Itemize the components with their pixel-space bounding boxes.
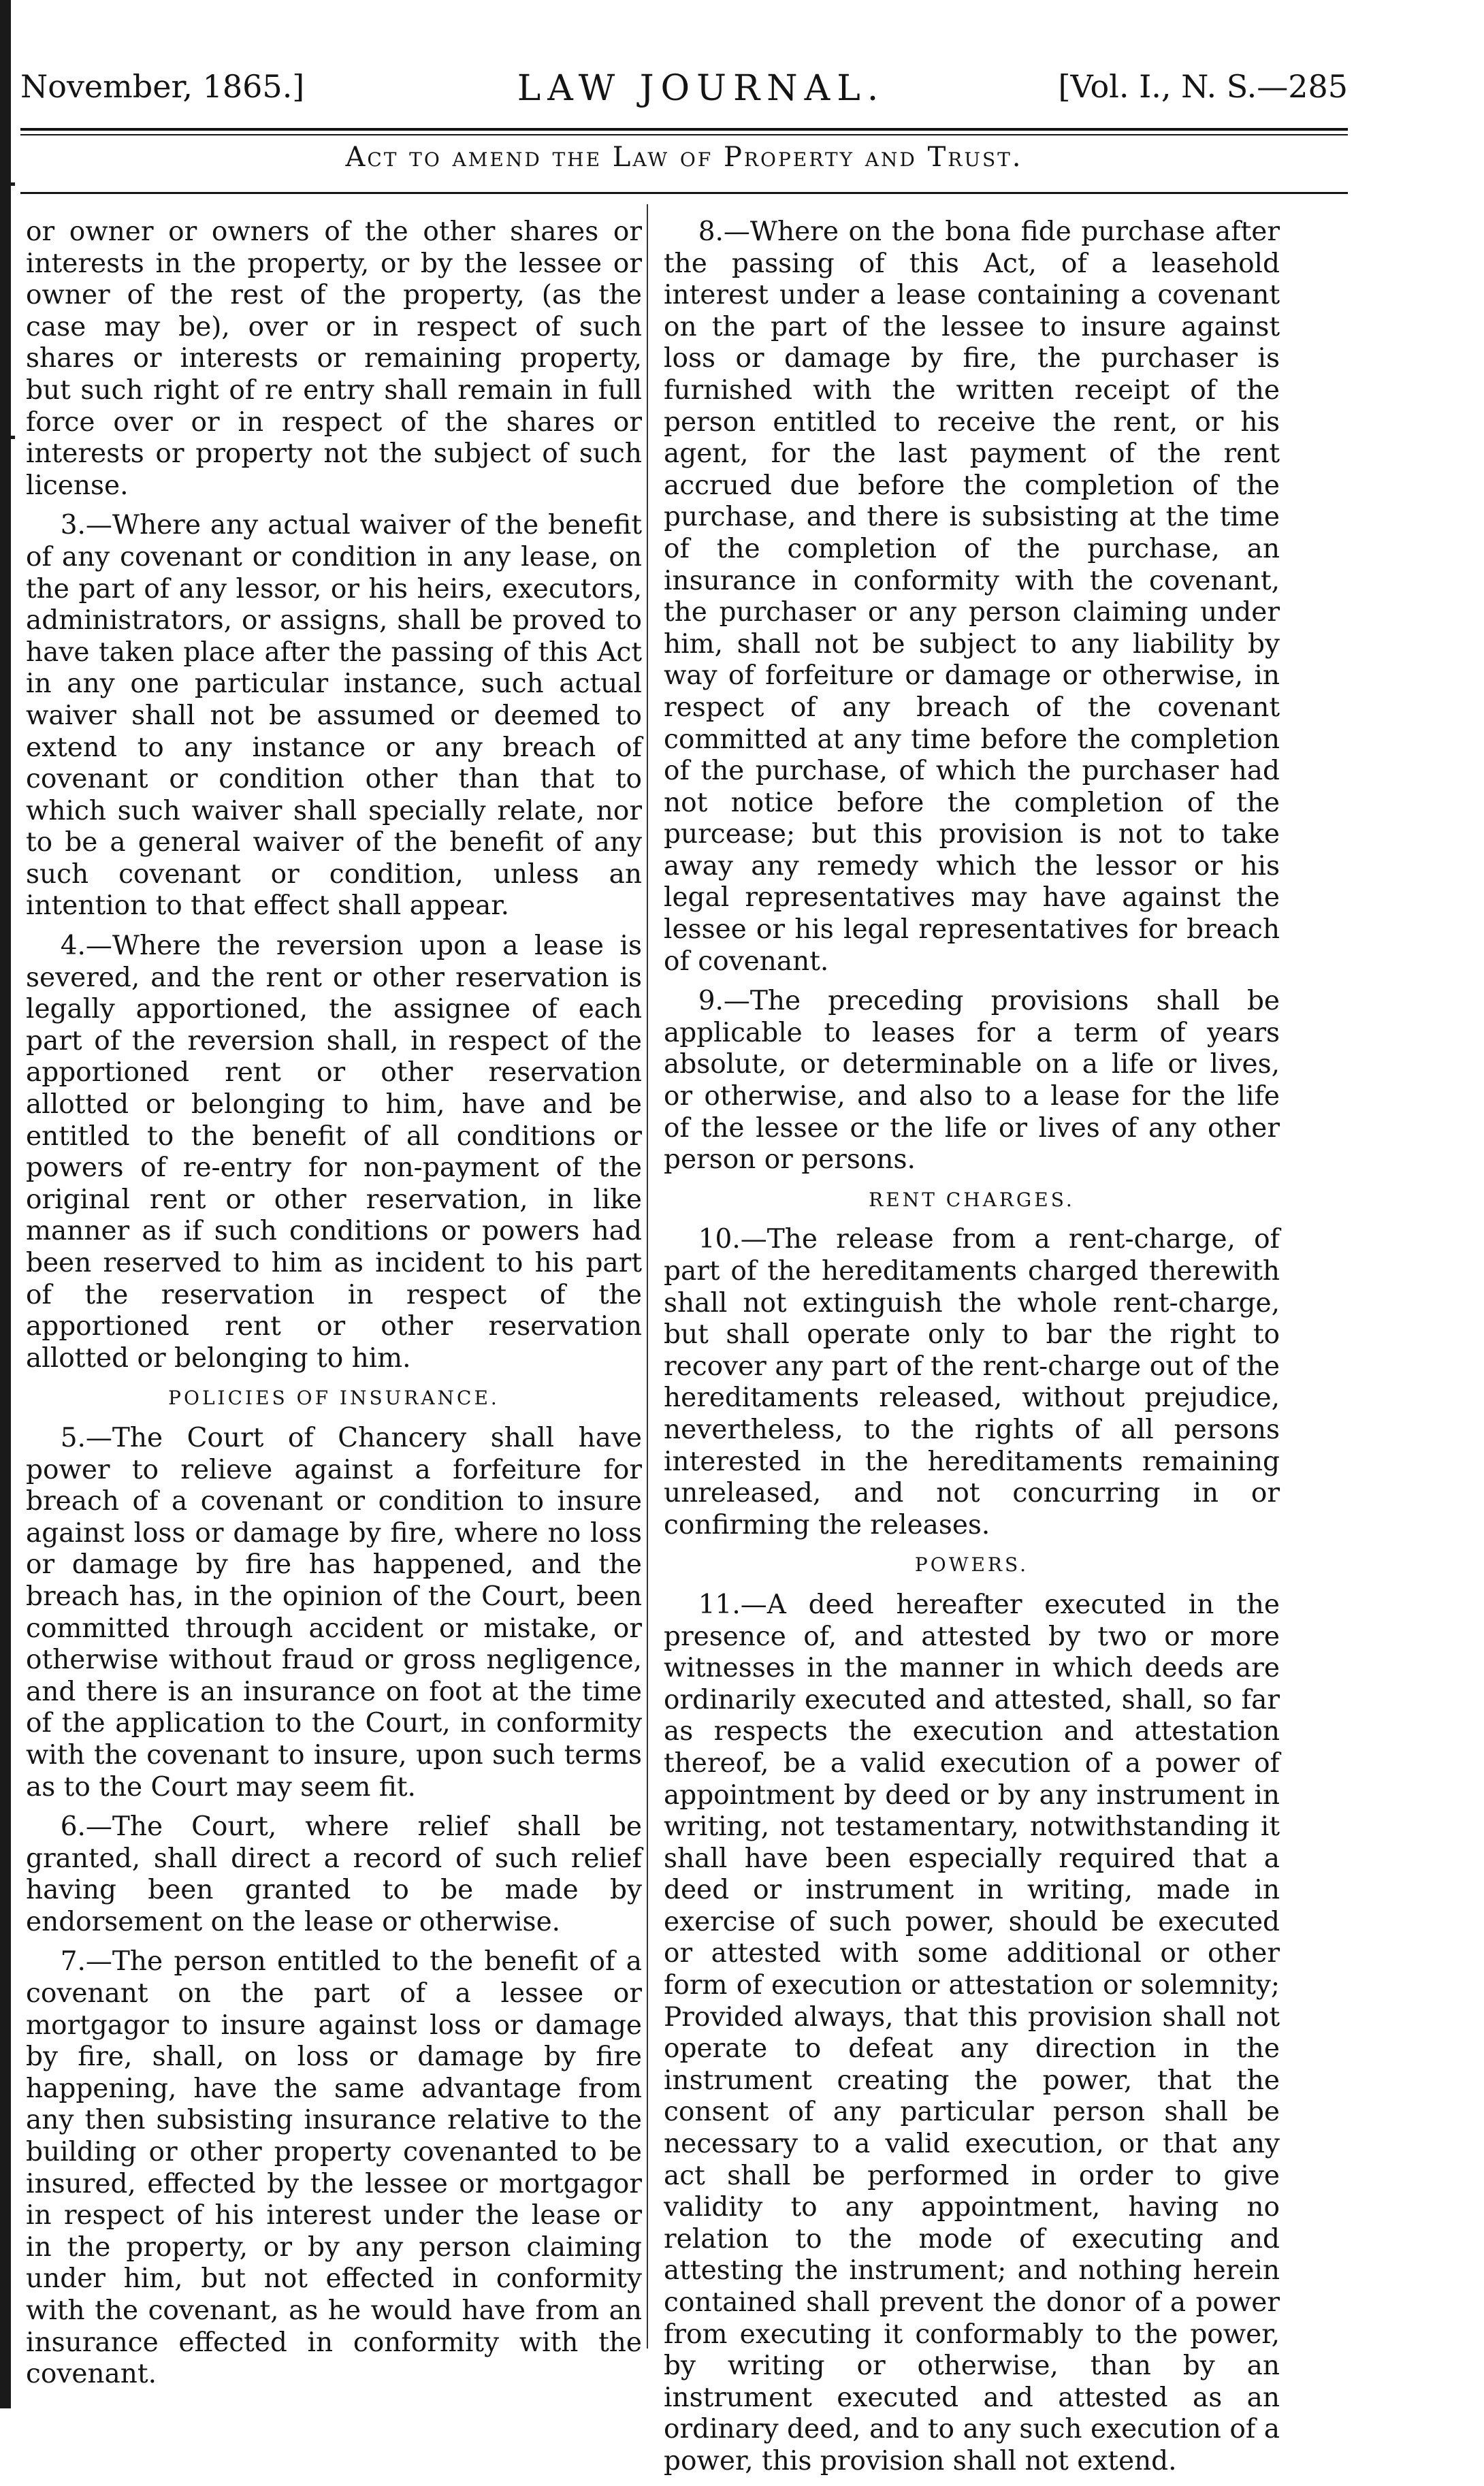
section-10: 10.—The release from a rent-charge, of part of the hereditaments charged therewith shall not extinguish the whole rent-charge, but shall operate only to bar the right to recover any part of the rent-charge out of the hereditaments released, without prejudice, nevertheless, to the rights of all persons interested in the hereditaments remaining unreleased, and not concurring in or confirming the releases. [664, 1224, 1280, 1540]
heading-policies-of-insurance: POLICIES OF INSURANCE. [168, 1387, 500, 1410]
paragraph-continued: or owner or owners of the other shares or interests in the property, or by the lessee or owner of the rest of the property, (as the case may be), over or in respect of such shares or interests or remaining property, but such right of re entry shall remain in full force over or in respect of the shares or interests or property not the subject of such license. [26, 216, 642, 501]
section-4: 4.—Where the reversion upon a lease is severed, and the rent or other reservation is legally apportioned, the assignee of each part of the reversion shall, in respect of the apportioned rent or other reservation allotted or belonging to him, have and be entitled to the benefit of all conditions or powers of re-entry for non-payment of the original rent or other reservation, in like manner as if such conditions or powers had been reserved to him as incident to his part of the reservation in respect of the apportioned rent or other reservation allotted or belonging to him. [26, 931, 642, 1374]
edge-mark [11, 182, 15, 186]
act-title: Act to amend the Law of Property and Trust. [345, 142, 1023, 173]
section-9: 9.—The preceding provisions shall be applicable to leases for a term of years absolute, or determinable on a life or lives, or otherwise, and also to a lease for the life of the lessee or the life or lives of any other person or persons. [664, 986, 1280, 1176]
title-rule [20, 192, 1348, 194]
right-column [664, 216, 1280, 2486]
section-11: 11.—A deed hereafter executed in the presence of, and attested by two or more witnesses in the manner in which deeds are ordinarily executed and attested, shall, so far as respects the execution and attestation thereof, be a valid execution of a power of appointment by deed or by any instrument in writing, not testamentary, notwithstanding it shall have been especially required that a deed or instrument in writing, made in exercise of such power, should be executed or attested with some additional or other form of execution or attestation or solemnity; Provided always, that this provision shall not operate to defeat any direction in the instrument creating the power, that the consent of any particular person shall be necessary to a valid execution, or that any act shall be performed in order to give validity to any appointment, having no relation to the mode of executing and attesting the instrument; and nothing herein contained shall prevent the donor of a power from executing it conformably to the power, by writing or otherwise, than by an instrument executed and attested as an ordinary deed, and to any such execution of a power, this provision shall not extend. [664, 1589, 1280, 2476]
section-7: 7.—The person entitled to the benefit of a covenant on the part of a lessee or mortgagor to insure against loss or damage by fire, shall, on loss or damage by fire happening, have the same advantage from any then subsisting insurance relative to the building or other property covenanted to be insured, effected by the lessee or mortgagor in respect of his interest under the lease or in the property, or by any person claiming under him, but not effected in conformity with the covenant, as he would have from an insurance effected in conformity with the covenant. [26, 1946, 642, 2390]
binding-edge [0, 0, 11, 2408]
running-head [20, 68, 1348, 129]
journal-title: LAW JOURNAL. [517, 68, 886, 109]
left-column [26, 216, 642, 2399]
section-6: 6.—The Court, where relief shall be granted, shall direct a record of such relief having been granted to be made by endorsement on the lease or otherwise. [26, 1811, 642, 1937]
header-rule [20, 134, 1348, 135]
section-3: 3.—Where any actual waiver of the benefit of any covenant or condition in any lease, on the part of any lessor, or his heirs, executors, administrators, or assigns, shall be proved to have taken place after the passing of this Act in any one particular instance, such actual waiver shall not be assumed or deemed to extend to any instance or any breach of covenant or condition other than that to which such waiver shall specially relate, nor to be a general waiver of the benefit of any such covenant or condition, unless an intention to that effect shall appear. [26, 510, 642, 922]
edge-mark [11, 436, 15, 439]
column-divider [647, 204, 648, 2348]
section-5: 5.—The Court of Chancery shall have power to relieve against a forfeiture for breach of a covenant or condition to insure against loss or damage by fire, where no loss or damage by fire has happened, and the breach has, in the opinion of the Court, been committed through accident or mistake, or otherwise without fraud or gross negligence, and there is an insurance on foot at the time of the application to the Court, in conformity with the covenant to insure, upon such terms as to the Court may seem fit. [26, 1422, 642, 1803]
section-8: 8.—Where on the bona fide purchase after the passing of this Act, of a leasehold interest under a lease containing a covenant on the part of the lessee to insure against loss or damage by fire, the purchaser is furnished with the written receipt of the person entitled to receive the rent, or his agent, for the last payment of the rent accrued due before the completion of the purchase, and there is subsisting at the time of the completion of the purchase, an insurance in conformity with the covenant, the purchaser or any person claiming under him, shall not be subject to any liability by way of forfeiture or damage or otherwise, in respect of any breach of the covenant committed at any time before the completion of the purchase, of which the purchaser had not notice before the completion of the purcease; but this provision is not to take away any remedy which the lessor or his legal representatives may have against the lessee or his legal representatives for breach of covenant. [664, 216, 1280, 977]
header-rule [20, 128, 1348, 131]
heading-rent-charges: RENT CHARGES. [869, 1188, 1075, 1211]
heading-powers: POWERS. [914, 1553, 1029, 1577]
header-date: November, 1865.] [20, 68, 305, 105]
volume-page-number: [Vol. I., N. S.—285 [1058, 68, 1348, 105]
